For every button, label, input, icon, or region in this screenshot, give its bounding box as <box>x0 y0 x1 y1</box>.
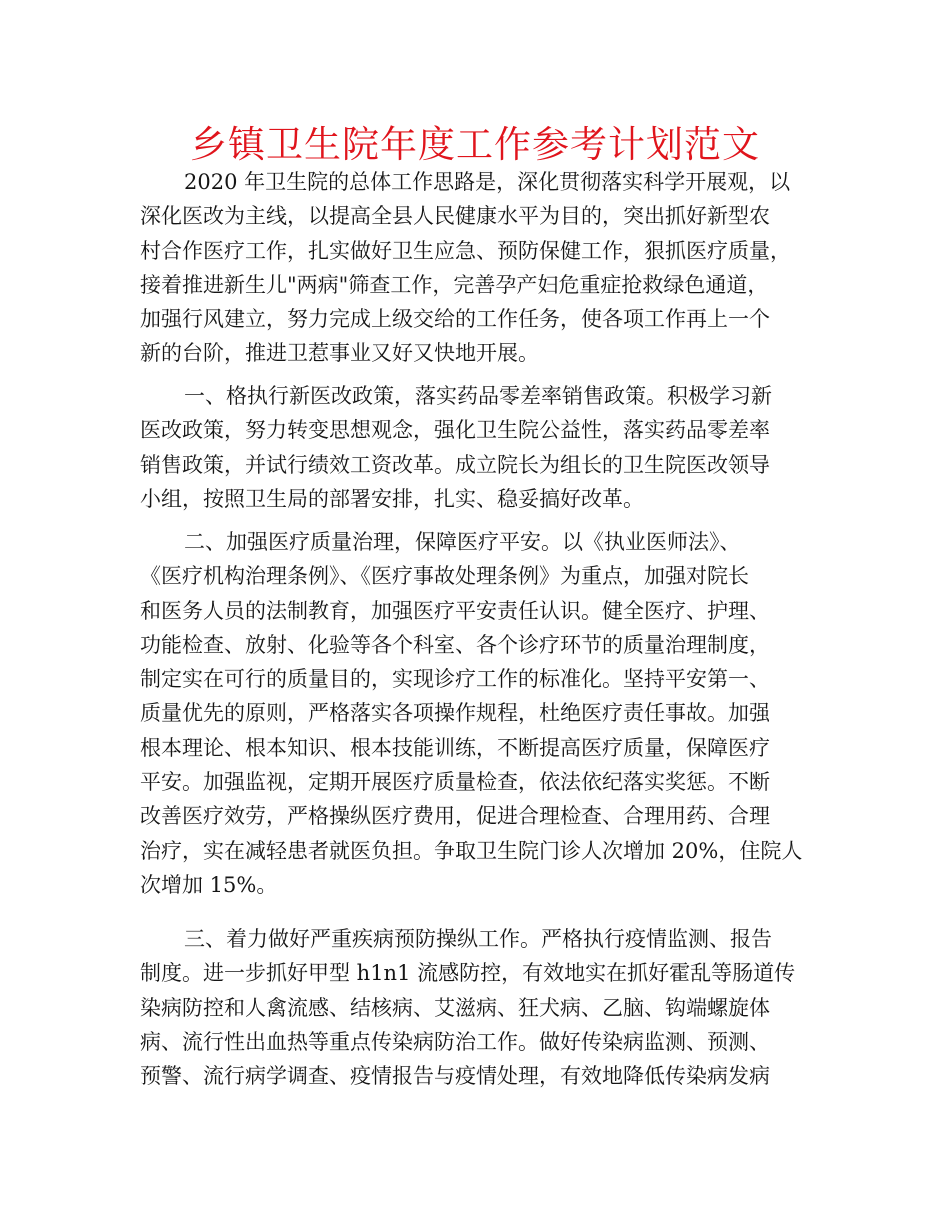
text-line: 制定实在可行的质量目的，实现诊疗工作的标准化。坚持平安第一、 <box>140 667 770 692</box>
text-line: 质量优先的原则，严格落实各项操作规程，杜绝医疗责任事故。加强 <box>140 701 770 726</box>
text-line: 三、着力做好严重疾病预防操纵工作。严格执行疫情监测、报告 <box>184 927 772 951</box>
text-line: 次增加 15%。 <box>140 872 278 897</box>
text-line: 一、格执行新医改政策，落实药品零差率销售政策。积极学习新 <box>184 384 772 408</box>
text-line: 接着推进新生儿"两病"筛查工作，完善孕产妇危重症抢救绿色通道， <box>140 272 769 297</box>
text-line: 加强行风建立，努力完成上级交给的工作任务，使各项工作再上一个 <box>140 307 770 332</box>
text-line: 医改政策，努力转变思想观念，强化卫生院公益性，落实药品零差率 <box>140 418 770 443</box>
text-line: 染病防控和人禽流感、结核病、艾滋病、狂犬病、乙脑、钩端螺旋体 <box>140 995 770 1020</box>
text-line: 深化医改为主线，以提高全县人民健康水平为目的，突出抓好新型农 <box>140 204 770 229</box>
text-line: 改善医疗效劳，严格操纵医疗费用，促进合理检查、合理用药、合理 <box>140 804 770 829</box>
text-line: 新的台阶，推进卫惹事业又好又快地开展。 <box>140 341 539 366</box>
text-line: 平安。加强监视，定期开展医疗质量检查，依法依纪落实奖惩。不断 <box>140 770 770 795</box>
text-line: 预警、流行病学调查、疫情报告与疫情处理，有效地降低传染病发病 <box>140 1064 770 1089</box>
paragraph-section-2 <box>140 525 830 902</box>
text-line: 2020 年卫生院的总体工作思路是，深化贯彻落实科学开展观，以 <box>184 170 791 194</box>
text-line: 根本理论、根本知识、根本技能训练，不断提高医疗质量，保障医疗 <box>140 735 770 760</box>
text-line: 和医务人员的法制教育，加强医疗平安责任认识。健全医疗、护理、 <box>140 598 770 623</box>
text-line: 小组，按照卫生局的部署安排，扎实、稳妥搞好改革。 <box>140 486 644 511</box>
text-line: 销售政策，并试行绩效工资改革。成立院长为组长的卫生院医改领导 <box>140 452 770 477</box>
paragraph-section-1 <box>140 379 830 516</box>
text-line: 病、流行性出血热等重点传染病防治工作。做好传染病监测、预测、 <box>140 1029 770 1054</box>
text-line: 功能检查、放射、化验等各个科室、各个诊疗环节的质量治理制度， <box>140 632 770 657</box>
text-line: 村合作医疗工作，扎实做好卫生应急、预防保健工作，狠抓医疗质量， <box>140 238 791 263</box>
paragraph-section-3 <box>140 922 830 1093</box>
text-line: 《医疗机构治理条例》、《医疗事故处理条例》为重点，加强对院长 <box>140 564 749 589</box>
text-line: 制度。进一步抓好甲型 h1n1 流感防控，有效地实在抓好霍乱等肠道传 <box>140 961 796 986</box>
text-line: 二、加强医疗质量治理，保障医疗平安。以《执业医师法》、 <box>184 530 741 554</box>
text-line: 治疗，实在减轻患者就医负担。争取卫生院门诊人次增加 20%，住院人 <box>140 838 803 863</box>
document-title: 乡镇卫生院年度工作参考计划范文 <box>190 123 760 166</box>
paragraph-intro <box>140 165 830 371</box>
